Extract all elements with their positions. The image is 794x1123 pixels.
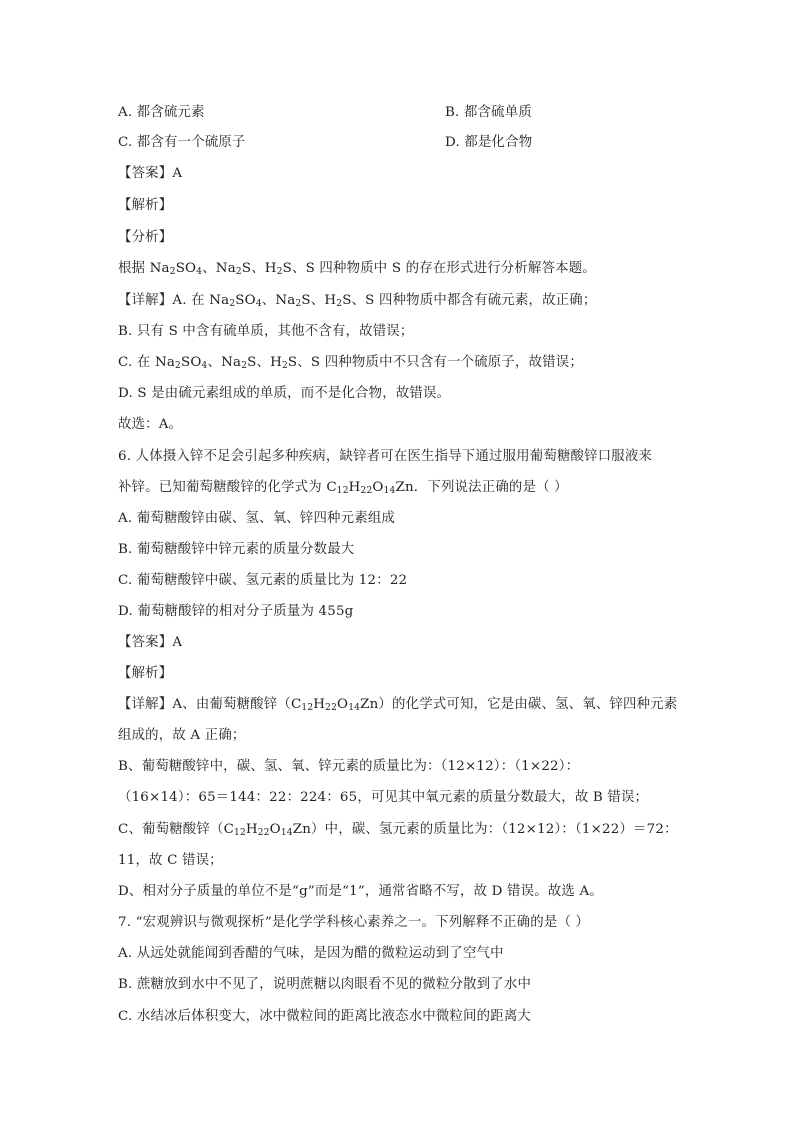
q6-stem-line1: 6. 人体摄入锌不足会引起多种疾病，缺锌者可在医生指导下通过服用葡萄糖酸锌口服液来 — [118, 449, 653, 464]
q6-answer: 【答案】A — [118, 635, 183, 650]
formula-h2s: $H_2S$ — [324, 293, 352, 309]
q6-detail-a2: 组成的，故 A 正确； — [118, 728, 246, 743]
q5-option-d: D. 都是化合物 — [445, 135, 533, 150]
formula-na2so4: $Na_2SO_4$ — [209, 293, 262, 309]
formula-h2s: $H_2S$ — [264, 261, 292, 277]
q5-option-b: B. 都含硫单质 — [445, 105, 532, 120]
q6-detail-b1: B、葡萄糖酸锌中，碳、氢、氧、锌元素的质量比为：（12×12）：（1×22）： — [118, 759, 580, 774]
q5-answer: 【答案】A — [118, 166, 183, 181]
q5-detail-c: C. 在 $Na_2SO_4$、$Na_2S$、$H_2S$、S 四种物质中不只含有一个硫原子，故错误； — [118, 355, 583, 371]
q5-jiexi-heading: 【解析】 — [118, 198, 173, 213]
q7-option-c: C. 水结冰后体积变大，冰中微粒间的距离比液态水中微粒间的距离大 — [118, 1009, 532, 1024]
q7-option-a: A. 从远处就能闻到香醋的气味，是因为醋的微粒运动到了空气中 — [118, 946, 504, 961]
q6-option-b: B. 葡萄糖酸锌中锌元素的质量分数最大 — [118, 542, 355, 557]
q5-detail-a: 【详解】A. 在 $Na_2SO_4$、$Na_2S$、$H_2S$、S 四种物质中都含有硫元素，故正确； — [118, 293, 597, 309]
q6-stem-line2: 补锌。已知葡萄糖酸锌的化学式为 $C_{12}H_{22}O_{14}Zn$．下列说法正确的是（ ） — [118, 480, 568, 496]
formula-s: S — [310, 355, 321, 370]
q5-detail-b: B. 只有 S 中含有硫单质，其他不含有，故错误； — [118, 324, 414, 339]
formula-zinc-gluconate: $C_{12}H_{22}O_{14}Zn$ — [223, 822, 312, 838]
q5-choose: 故选：A。 — [118, 417, 183, 432]
formula-h2s: $H_2S$ — [270, 355, 298, 371]
formula-zinc-gluconate: $C_{12}H_{22}O_{14}Zn$ — [290, 697, 379, 713]
q6-option-c: C. 葡萄糖酸锌中碳、氢元素的质量比为 12：22 — [118, 573, 408, 588]
q5-fenxi-heading: 【分析】 — [118, 230, 173, 245]
q5-analysis: 根据 $Na_2SO_4$、$Na_2S$、$H_2S$、S 四种物质中 S 的存在形式进行分析解答本题。 — [118, 261, 596, 277]
formula-zinc-gluconate: $C_{12}H_{22}O_{14}Zn$ — [326, 480, 414, 496]
formula-na2so4: $Na_2SO_4$ — [154, 355, 208, 371]
formula-na2so4: $Na_2SO_4$ — [149, 261, 203, 277]
q6-detail-b2: （16×14）：65＝144：22：224：65，可见其中氧元素的质量分数最大，故 B 错误； — [118, 790, 649, 805]
q5-option-c: C. 都含有一个硫原子 — [118, 135, 246, 150]
q6-detail-c2: 11，故 C 错误； — [118, 853, 223, 868]
q5-option-a: A. 都含硫元素 — [118, 105, 205, 120]
q6-detail-d: D、相对分子质量的单位不是“g”而是“1”，通常省略不写，故 D 错误。故选 A。 — [118, 884, 603, 899]
q7-stem: 7. “宏观辨识与微观探析”是化学学科核心素养之一。下列解释不正确的是（ ） — [118, 915, 590, 930]
formula-s: S — [305, 261, 315, 276]
formula-na2s: $Na_2S$ — [221, 355, 257, 371]
q6-detail-a: 【详解】A、由葡萄糖酸锌$(C_{12}H_{22}O_{14}Zn)$的化学式可知，它是由碳、氢、氧、锌四种元素 — [118, 697, 678, 713]
q5-detail-d: D. S 是由硫元素组成的单质，而不是化合物，故错误。 — [118, 386, 451, 401]
formula-na2s: $Na_2S$ — [215, 261, 252, 277]
q6-option-d: D. 葡萄糖酸锌的相对分子质量为 455g — [118, 604, 354, 619]
q6-jiexi-heading: 【解析】 — [118, 666, 173, 681]
formula-na2s: $Na_2S$ — [275, 293, 311, 309]
q7-option-b: B. 蔗糖放到水中不见了，说明蔗糖以肉眼看不见的微粒分散到了水中 — [118, 977, 532, 992]
formula-s: S — [365, 293, 375, 308]
q6-option-a: A. 葡萄糖酸锌由碳、氢、氧、锌四种元素组成 — [118, 511, 396, 526]
q6-detail-c: C、葡萄糖酸锌$(C_{12}H_{22}O_{14}Zn)$中，碳、氢元素的质量比为：（12×12）：（1×22）＝72： — [118, 822, 678, 838]
